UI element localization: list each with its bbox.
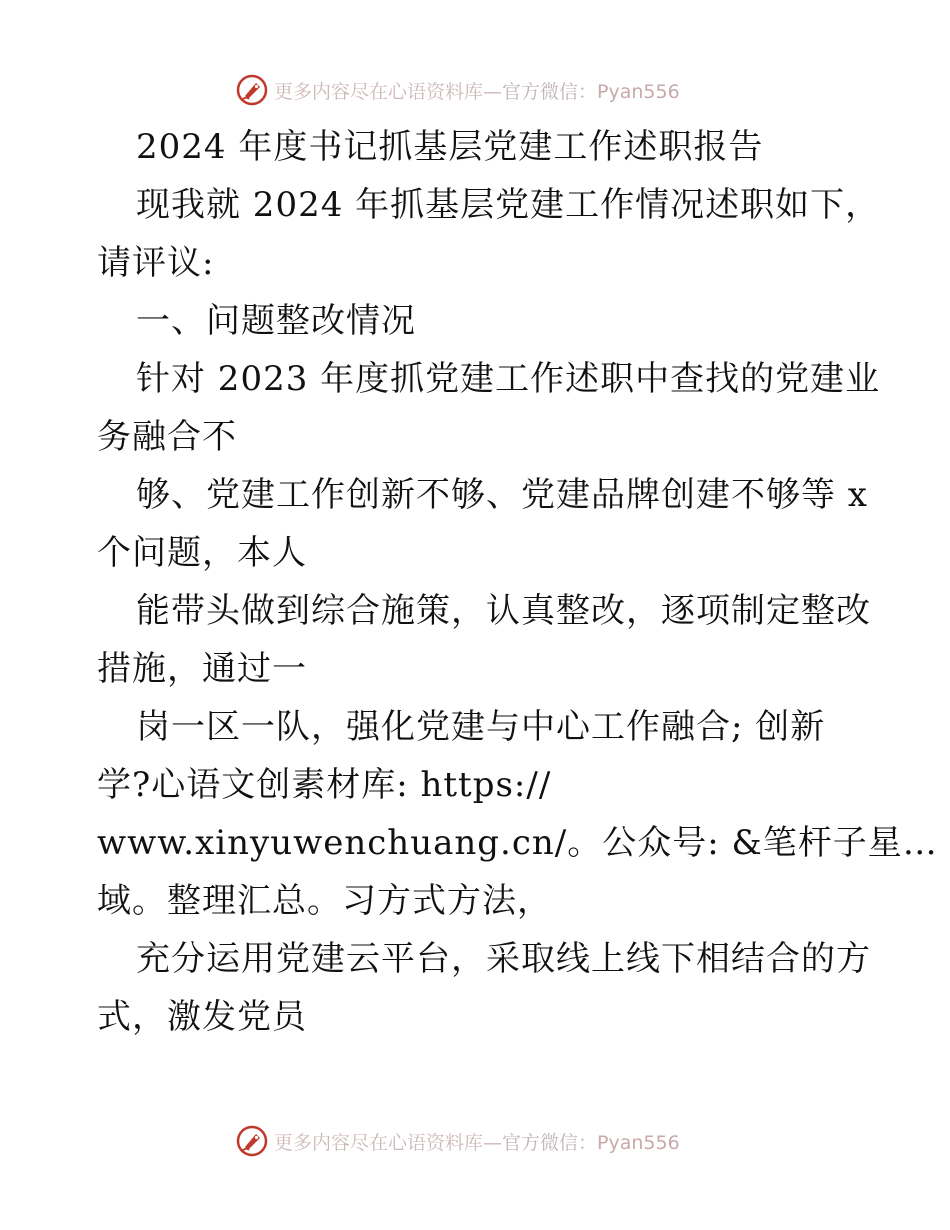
body-line: 学?心语文创素材库: https://: [97, 765, 552, 805]
body-line: www.xinyuwenchuang.cn/。公众号: &笔杆子星…: [97, 823, 938, 863]
banner-dash: —: [483, 80, 503, 103]
banner-wechat-id: Pyan556: [597, 1131, 680, 1154]
body-line: 务融合不: [97, 417, 237, 457]
header-watermark-banner: [236, 73, 680, 107]
body-line: 充分运用党建云平台，采取线上线下相结合的方: [136, 939, 871, 979]
banner-dash: —: [483, 1131, 503, 1154]
body-line: 措施，通过一: [97, 649, 307, 689]
body-line: 够、党建工作创新不够、党建品牌创建不够等 x: [136, 475, 868, 515]
body-line: 式，激发党员: [97, 997, 307, 1037]
section-heading: 一、问题整改情况: [136, 301, 416, 341]
pen-nib-logo-icon: [236, 74, 268, 106]
body-line: 岗一区一队，强化党建与中心工作融合; 创新: [136, 707, 826, 747]
pen-nib-logo-icon: [236, 1125, 268, 1157]
body-line: 个问题，本人: [97, 533, 307, 573]
banner-main-text: 更多内容尽在心语资料库: [274, 1131, 484, 1154]
body-line: 现我就 2024 年抓基层党建工作情况述职如下，: [136, 185, 881, 225]
body-line: 能带头做到综合施策，认真整改，逐项制定整改: [136, 591, 871, 631]
banner-wechat-id: Pyan556: [597, 80, 680, 103]
footer-watermark-banner: [236, 1124, 680, 1158]
banner-wechat-label: 官方微信：: [502, 80, 598, 103]
banner-text: [274, 77, 680, 104]
body-line: 请评议:: [97, 243, 215, 283]
banner-wechat-label: 官方微信：: [502, 1131, 598, 1154]
document-title: 2024 年度书记抓基层党建工作述职报告: [136, 127, 764, 167]
banner-main-text: 更多内容尽在心语资料库: [274, 80, 484, 103]
body-line: 针对 2023 年度抓党建工作述职中查找的党建业: [136, 359, 881, 399]
banner-text: [274, 1128, 680, 1155]
body-line: 域。整理汇总。习方式方法，: [97, 881, 552, 921]
